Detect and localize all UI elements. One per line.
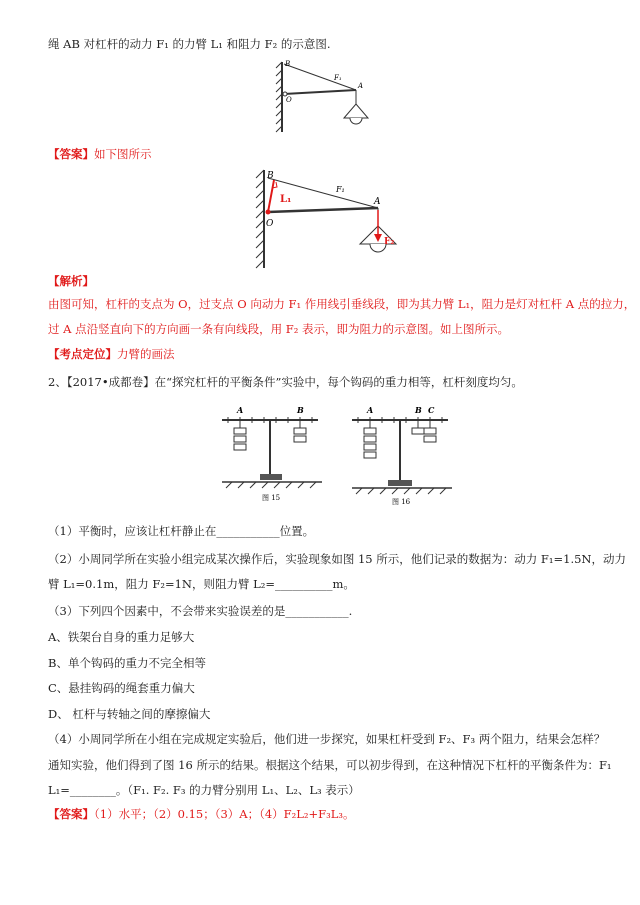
q2-part4-line2: 通知实验，他们得到了图 16 所示的结果。根据这个结果，可以初步得到，在这种情况下杠杆的平衡条件为：F₁ bbox=[48, 758, 612, 772]
question2-title: 2、【2017•成都卷】在“探究杠杆的平衡条件”实验中，每个钩码的重力相等，杠杆刻度均匀。 bbox=[48, 375, 523, 389]
label-f1: F₁ bbox=[334, 74, 342, 82]
answer1-line bbox=[48, 146, 152, 162]
answer2-text: （1）水平；（2）0.15；（3）A；（4）F₂L₂+F₃L₃。 bbox=[94, 807, 355, 821]
q2-part3: （3）下列四个因素中，不会带来实验误差的是___________. bbox=[48, 604, 353, 618]
fig16-label-b: B bbox=[415, 405, 422, 415]
label-b: B bbox=[285, 60, 291, 68]
fig16-caption: 图 16 bbox=[392, 498, 411, 506]
answer1-text: 如下图所示 bbox=[94, 147, 152, 161]
figure-lever-lamp bbox=[274, 60, 394, 142]
q2-part4-line1: （4）小周同学所在小组在完成规定实验后，他们进一步探究，如果杠杆受到 F₂、F₃ 两个阻力，结果会怎样？ bbox=[48, 732, 606, 746]
key-point-text: 力臂的画法 bbox=[117, 347, 175, 361]
figure-answer-diagram bbox=[250, 168, 410, 272]
analysis-line-1: 由图可知，杠杆的支点为 O，过支点 O 向动力 F₁ 作用线引垂线段，即为其力臂 L₁，阻力是灯对杠杆 A 点的拉力， bbox=[48, 297, 636, 311]
label-f1: F₁ bbox=[336, 185, 345, 194]
fig15-label-a: A bbox=[237, 405, 244, 415]
q2-part2-line1: （2）小周同学所在实验小组完成某次操作后，实验现象如图 15 所示，他们记录的数据为：动力 F₁=1.5N，动力 bbox=[48, 552, 626, 566]
key-point-line bbox=[48, 346, 175, 362]
label-o: O bbox=[286, 96, 292, 104]
label-a: A bbox=[358, 82, 364, 90]
option-a: A、铁架台自身的重力足够大 bbox=[48, 630, 195, 644]
label-o: O bbox=[266, 219, 274, 229]
figure-15-16 bbox=[218, 402, 458, 506]
label-f2: F₂ bbox=[384, 237, 395, 247]
option-d: D、 杠杆与转轴之间的摩擦偏大 bbox=[48, 707, 211, 721]
option-c: C、悬挂钩码的绳套重力偏大 bbox=[48, 681, 195, 695]
answer2-tag: 【答案】 bbox=[48, 807, 94, 821]
q2-part4-line3: L₁=________。（F₁. F₂. F₃ 的力臂分别用 L₁、L₂、L₃ 表示） bbox=[48, 783, 360, 797]
answer1-tag: 【答案】 bbox=[48, 147, 94, 161]
q2-part1: （1）平衡时，应该让杠杆静止在___________位置。 bbox=[48, 524, 315, 538]
analysis-line-2: 过 A 点沿竖直向下的方向画一条有向线段，用 F₂ 表示，即为阻力的示意图。如上图所示。 bbox=[48, 322, 510, 336]
key-point-tag: 【考点定位】 bbox=[48, 347, 117, 361]
intro-line: 绳 AB 对杠杆的动力 F₁ 的力臂 L₁ 和阻力 F₂ 的示意图. bbox=[48, 37, 331, 51]
fig16-label-c: C bbox=[428, 405, 435, 415]
q2-part2-line2: 臂 L₁=0.1m，阻力 F₂=1N，则阻力臂 L₂=__________m。 bbox=[48, 577, 355, 591]
analysis-tag: 【解析】 bbox=[48, 274, 94, 288]
label-b: B bbox=[267, 171, 274, 181]
answer2-line bbox=[48, 806, 354, 822]
fig15-caption: 图 15 bbox=[262, 494, 281, 502]
fig16-label-a: A bbox=[367, 405, 374, 415]
label-l1: L₁ bbox=[280, 194, 292, 205]
option-b: B、单个钩码的重力不完全相等 bbox=[48, 656, 206, 670]
fig15-label-b: B bbox=[297, 405, 304, 415]
label-a: A bbox=[374, 197, 381, 207]
